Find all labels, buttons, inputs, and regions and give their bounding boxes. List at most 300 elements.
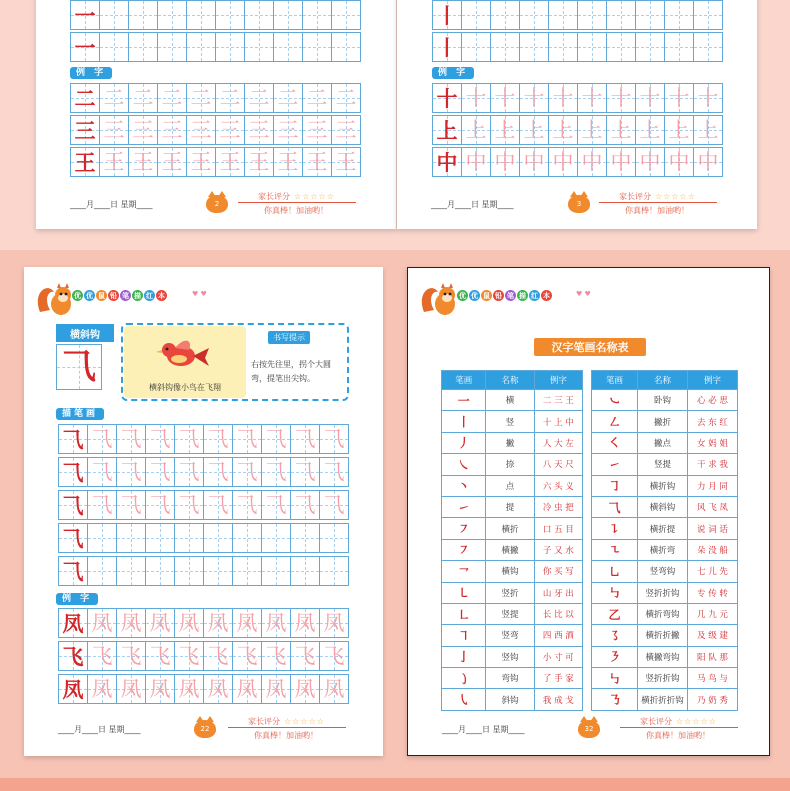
practice-cell bbox=[174, 608, 204, 638]
example-cell: 几 九 元 bbox=[687, 603, 737, 624]
table-row bbox=[592, 496, 738, 517]
practice-cell bbox=[145, 556, 175, 586]
stroke-cell: ㇟ bbox=[592, 561, 638, 582]
practice-char: 凤 bbox=[149, 676, 171, 701]
footer-date: ____月____日 星期____ bbox=[442, 725, 525, 734]
practice-cell bbox=[128, 115, 158, 145]
practice-cell bbox=[58, 674, 88, 704]
rating-underline bbox=[599, 202, 717, 203]
table-row bbox=[592, 646, 738, 667]
rating-stars-icon[interactable]: ☆☆☆☆☆ bbox=[284, 717, 325, 726]
practice-char: ⺄ bbox=[149, 459, 171, 484]
practice-char: 飞 bbox=[62, 643, 84, 669]
practice-char: ⺄ bbox=[323, 426, 345, 451]
banner-char: 铅 bbox=[495, 291, 502, 300]
practice-cell bbox=[331, 32, 361, 62]
practice-cell bbox=[635, 32, 665, 62]
banner-char: 鼠 bbox=[483, 291, 490, 300]
practice-char: ⺄ bbox=[265, 492, 287, 517]
practice-char: 上 bbox=[494, 117, 516, 142]
practice-cell bbox=[145, 457, 175, 487]
practice-char: 凤 bbox=[323, 610, 345, 635]
practice-char: 凤 bbox=[265, 676, 287, 701]
name-cell: 竖提 bbox=[637, 454, 687, 475]
practice-cell bbox=[174, 424, 204, 454]
practice-cell bbox=[693, 0, 723, 30]
name-cell: 卧钩 bbox=[637, 390, 687, 411]
practice-char: 三 bbox=[306, 117, 328, 142]
stroke-table-right bbox=[591, 370, 738, 711]
practice-char: 十 bbox=[436, 85, 458, 111]
practice-cell bbox=[461, 0, 491, 30]
banner-char: 鼠 bbox=[98, 291, 105, 300]
practice-cell bbox=[203, 556, 233, 586]
practice-cell bbox=[87, 608, 117, 638]
practice-cell bbox=[203, 674, 233, 704]
practice-cell bbox=[215, 83, 245, 113]
stroke-cell: 亅 bbox=[442, 646, 486, 667]
practice-char: 三 bbox=[277, 117, 299, 142]
name-cell: 横折钩 bbox=[637, 475, 687, 496]
stroke-table-left bbox=[441, 370, 583, 711]
example-cell: 力 月 同 bbox=[687, 475, 737, 496]
practice-cell bbox=[273, 147, 303, 177]
rating-underline bbox=[620, 727, 738, 728]
stroke-cell: ⺄ bbox=[592, 496, 638, 517]
table-row bbox=[442, 625, 583, 646]
name-cell: 竖折 bbox=[486, 582, 534, 603]
practice-cell bbox=[145, 674, 175, 704]
name-cell: 竖 bbox=[486, 411, 534, 432]
name-cell: 竖提 bbox=[486, 603, 534, 624]
stroke-cell: 丶 bbox=[442, 475, 486, 496]
practice-cell bbox=[519, 147, 549, 177]
practice-cell bbox=[203, 641, 233, 671]
practice-char: 凤 bbox=[294, 610, 316, 635]
heart-icon: ♥ ♥ bbox=[576, 290, 591, 298]
practice-cell bbox=[290, 523, 320, 553]
banner-char: 笔 bbox=[507, 291, 514, 300]
example-section-tag-2: 例 字 bbox=[70, 67, 112, 79]
table-row bbox=[592, 518, 738, 539]
practice-cell bbox=[432, 115, 462, 145]
practice-char: ⺄ bbox=[265, 426, 287, 451]
table-row bbox=[442, 475, 583, 496]
table-row bbox=[592, 582, 738, 603]
practice-cell bbox=[203, 523, 233, 553]
practice-cell bbox=[186, 115, 216, 145]
example-cell: 小 寸 可 bbox=[534, 646, 582, 667]
name-cell: 竖弯 bbox=[486, 625, 534, 646]
practice-char: ⺄ bbox=[149, 426, 171, 451]
practice-cell bbox=[548, 0, 578, 30]
practice-cell bbox=[145, 490, 175, 520]
practice-cell bbox=[693, 147, 723, 177]
practice-char: ⺄ bbox=[178, 492, 200, 517]
practice-cell bbox=[70, 83, 100, 113]
practice-cell bbox=[128, 147, 158, 177]
practice-cell bbox=[319, 490, 349, 520]
practice-char: 中 bbox=[581, 149, 603, 174]
name-cell: 撇点 bbox=[637, 432, 687, 453]
stroke-cell: ㇇ bbox=[442, 539, 486, 560]
practice-cell bbox=[232, 424, 262, 454]
practice-cell bbox=[232, 523, 262, 553]
practice-char: 三 bbox=[335, 117, 357, 142]
practice-cell bbox=[128, 32, 158, 62]
practice-char: 二 bbox=[190, 85, 212, 110]
practice-char: 三 bbox=[190, 117, 212, 142]
practice-cell bbox=[99, 32, 129, 62]
practice-char: 十 bbox=[465, 85, 487, 110]
practice-cell bbox=[203, 490, 233, 520]
practice-cell bbox=[128, 0, 158, 30]
table-title: 汉字笔画名称表 bbox=[534, 338, 646, 356]
practice-cell bbox=[302, 32, 332, 62]
practice-char: ⺄ bbox=[323, 459, 345, 484]
praise-text: 你真棒！加油哟！ bbox=[264, 206, 328, 215]
practice-char: 十 bbox=[610, 85, 632, 110]
table-row bbox=[442, 561, 583, 582]
practice-cell bbox=[519, 32, 549, 62]
practice-cell bbox=[693, 115, 723, 145]
practice-char: 三 bbox=[219, 117, 241, 142]
practice-char: 王 bbox=[277, 149, 299, 174]
practice-char: 飞 bbox=[323, 643, 345, 668]
rating-label: 家长评分 bbox=[248, 717, 280, 726]
practice-cell bbox=[261, 608, 291, 638]
practice-char: 王 bbox=[103, 149, 125, 174]
practice-char: ⺄ bbox=[62, 492, 84, 518]
banner-char: 笔 bbox=[122, 291, 129, 300]
practice-char: 王 bbox=[161, 149, 183, 174]
practice-char: 中 bbox=[436, 149, 458, 175]
practice-char: ⺄ bbox=[207, 492, 229, 517]
practice-char: 二 bbox=[219, 85, 241, 110]
practice-cell bbox=[635, 147, 665, 177]
practice-char: 凤 bbox=[62, 610, 84, 636]
practice-cell bbox=[693, 83, 723, 113]
name-cell: 竖钩 bbox=[486, 646, 534, 667]
practice-char: 凤 bbox=[323, 676, 345, 701]
practice-char: 飞 bbox=[178, 643, 200, 668]
praise-text: 你真棒！加油哟！ bbox=[646, 731, 710, 740]
practice-cell bbox=[606, 83, 636, 113]
practice-cell bbox=[174, 523, 204, 553]
rating-underline bbox=[228, 727, 346, 728]
practice-char: 凤 bbox=[236, 610, 258, 635]
practice-cell bbox=[664, 32, 694, 62]
practice-char: 三 bbox=[103, 117, 125, 142]
practice-char: 上 bbox=[639, 117, 661, 142]
practice-char: ⺄ bbox=[207, 426, 229, 451]
practice-cell bbox=[116, 523, 146, 553]
example-cell: 乃 奶 秀 bbox=[687, 689, 737, 710]
practice-char: 王 bbox=[132, 149, 154, 174]
table-row bbox=[442, 390, 583, 411]
table-header-cell: 例字 bbox=[534, 371, 582, 390]
practice-char: ⺄ bbox=[120, 492, 142, 517]
practice-cell bbox=[490, 83, 520, 113]
practice-char: ⺄ bbox=[294, 459, 316, 484]
practice-cell bbox=[490, 147, 520, 177]
practice-cell bbox=[635, 0, 665, 30]
practice-cell bbox=[157, 32, 187, 62]
practice-cell bbox=[273, 0, 303, 30]
practice-char: 飞 bbox=[265, 643, 287, 668]
banner-char: 描 bbox=[519, 291, 526, 300]
practice-cell bbox=[145, 641, 175, 671]
praise-text: 你真棒！加油哟！ bbox=[625, 206, 689, 215]
parent-rating bbox=[248, 716, 325, 727]
banner-char: 本 bbox=[543, 291, 550, 300]
practice-char: 中 bbox=[639, 149, 661, 174]
practice-cell bbox=[261, 641, 291, 671]
practice-cell bbox=[215, 32, 245, 62]
practice-cell bbox=[174, 674, 204, 704]
practice-cell bbox=[157, 147, 187, 177]
practice-char: 三 bbox=[132, 117, 154, 142]
practice-cell bbox=[58, 641, 88, 671]
practice-char: ⺄ bbox=[62, 525, 84, 551]
stroke-name-label: 横斜钩 bbox=[56, 324, 114, 342]
practice-cell bbox=[87, 674, 117, 704]
practice-cell bbox=[577, 0, 607, 30]
page-number-badge: 32 bbox=[578, 720, 600, 738]
rating-stars-icon[interactable]: ☆☆☆☆☆ bbox=[676, 717, 717, 726]
practice-char: 二 bbox=[161, 85, 183, 110]
practice-cell bbox=[319, 424, 349, 454]
table-row bbox=[442, 518, 583, 539]
practice-char: ⺄ bbox=[62, 426, 84, 452]
practice-cell bbox=[232, 556, 262, 586]
table-header-cell: 笔画 bbox=[442, 371, 486, 390]
practice-cell bbox=[99, 147, 129, 177]
name-cell: 横钩 bbox=[486, 561, 534, 582]
practice-cell bbox=[215, 147, 245, 177]
practice-cell bbox=[319, 556, 349, 586]
practice-char: ⺄ bbox=[120, 426, 142, 451]
practice-cell bbox=[174, 641, 204, 671]
practice-char: 三 bbox=[161, 117, 183, 142]
example-cell: 阳 队 那 bbox=[687, 646, 737, 667]
example-cell: 七 儿 先 bbox=[687, 561, 737, 582]
stroke-cell: ㇄ bbox=[442, 582, 486, 603]
practice-cell bbox=[577, 147, 607, 177]
series-banner bbox=[72, 290, 167, 301]
practice-char: 凤 bbox=[265, 610, 287, 635]
example-cell: 干 求 我 bbox=[687, 454, 737, 475]
practice-char: ⺄ bbox=[236, 492, 258, 517]
practice-cell bbox=[58, 523, 88, 553]
practice-cell bbox=[116, 641, 146, 671]
practice-cell bbox=[432, 83, 462, 113]
practice-char: 一 bbox=[74, 34, 96, 60]
practice-cell bbox=[174, 490, 204, 520]
banner-char: 铅 bbox=[110, 291, 117, 300]
stroke-cell: ㇕ bbox=[442, 625, 486, 646]
table-row bbox=[592, 625, 738, 646]
practice-cell bbox=[490, 115, 520, 145]
practice-cell bbox=[290, 641, 320, 671]
practice-char: 飞 bbox=[120, 643, 142, 668]
practice-cell bbox=[548, 83, 578, 113]
table-row bbox=[442, 646, 583, 667]
rating-label: 家长评分 bbox=[619, 192, 651, 201]
name-cell: 弯钩 bbox=[486, 668, 534, 689]
banner-char: 红 bbox=[531, 291, 538, 300]
practice-cell bbox=[331, 0, 361, 30]
stroke-cell: ㇋ bbox=[592, 646, 638, 667]
example-cell: 六 头 义 bbox=[534, 475, 582, 496]
practice-cell bbox=[116, 424, 146, 454]
practice-cell bbox=[58, 424, 88, 454]
practice-cell bbox=[186, 32, 216, 62]
stroke-cell: ㇏ bbox=[442, 454, 486, 475]
practice-cell bbox=[664, 147, 694, 177]
practice-char: 二 bbox=[306, 85, 328, 110]
practice-cell bbox=[87, 641, 117, 671]
practice-char: ⺄ bbox=[294, 426, 316, 451]
practice-cell bbox=[461, 147, 491, 177]
practice-cell bbox=[232, 641, 262, 671]
practice-cell bbox=[203, 424, 233, 454]
practice-char: ⺄ bbox=[91, 426, 113, 451]
practice-cell bbox=[331, 83, 361, 113]
example-cell: 口 五 目 bbox=[534, 518, 582, 539]
practice-cell bbox=[186, 147, 216, 177]
practice-cell bbox=[290, 556, 320, 586]
practice-cell bbox=[186, 83, 216, 113]
example-cell: 二 三 王 bbox=[534, 390, 582, 411]
stroke-model-cell: ⺄ bbox=[56, 344, 102, 390]
practice-char: 十 bbox=[581, 85, 603, 110]
practice-char: 凤 bbox=[91, 676, 113, 701]
practice-char: 三 bbox=[248, 117, 270, 142]
practice-cell bbox=[186, 0, 216, 30]
table-row bbox=[592, 603, 738, 624]
practice-cell bbox=[319, 674, 349, 704]
practice-cell bbox=[261, 523, 291, 553]
practice-cell bbox=[490, 0, 520, 30]
practice-cell bbox=[331, 115, 361, 145]
rating-stars-icon[interactable]: ☆☆☆☆☆ bbox=[294, 192, 335, 201]
practice-cell bbox=[432, 147, 462, 177]
practice-cell bbox=[290, 457, 320, 487]
table-row bbox=[592, 454, 738, 475]
practice-cell bbox=[157, 83, 187, 113]
practice-char: 凤 bbox=[120, 610, 142, 635]
practice-char: 十 bbox=[697, 85, 719, 110]
practice-cell bbox=[261, 556, 291, 586]
practice-char: 中 bbox=[610, 149, 632, 174]
practice-char: ⺄ bbox=[207, 459, 229, 484]
practice-char: 十 bbox=[523, 85, 545, 110]
practice-char: 凤 bbox=[236, 676, 258, 701]
stroke-cell: ㇉ bbox=[592, 668, 638, 689]
banner-char: 优 bbox=[459, 291, 466, 300]
practice-cell bbox=[319, 523, 349, 553]
practice-char: 凤 bbox=[178, 610, 200, 635]
practice-char: 十 bbox=[639, 85, 661, 110]
name-cell: 横折提 bbox=[637, 518, 687, 539]
practice-cell bbox=[215, 115, 245, 145]
practice-char: 二 bbox=[277, 85, 299, 110]
practice-char: ⺄ bbox=[265, 459, 287, 484]
tip-text: 右按先往里，拐个大圆弯，提笔出尖钩。 bbox=[251, 360, 331, 383]
practice-char: ⺄ bbox=[149, 492, 171, 517]
practice-char: 凤 bbox=[207, 676, 229, 701]
practice-cell bbox=[87, 424, 117, 454]
table-row bbox=[592, 411, 738, 432]
practice-cell bbox=[87, 490, 117, 520]
rating-underline bbox=[238, 202, 356, 203]
banner-char: 红 bbox=[146, 291, 153, 300]
practice-char: 丨 bbox=[436, 2, 458, 28]
table-row bbox=[442, 603, 583, 624]
practice-char: 王 bbox=[306, 149, 328, 174]
footer-date: ____月____日 星期____ bbox=[58, 725, 141, 734]
practice-cell bbox=[99, 83, 129, 113]
practice-cell bbox=[128, 83, 158, 113]
practice-cell bbox=[664, 83, 694, 113]
practice-cell bbox=[145, 608, 175, 638]
practice-char: 中 bbox=[552, 149, 574, 174]
stroke-cell: ㇊ bbox=[592, 518, 638, 539]
practice-cell bbox=[116, 490, 146, 520]
practice-cell bbox=[635, 115, 665, 145]
rating-stars-icon[interactable]: ☆☆☆☆☆ bbox=[655, 192, 696, 201]
page-number-badge: 2 bbox=[206, 195, 228, 213]
practice-cell bbox=[548, 115, 578, 145]
practice-char: ⺄ bbox=[236, 459, 258, 484]
rating-label: 家长评分 bbox=[258, 192, 290, 201]
practice-char: 上 bbox=[465, 117, 487, 142]
practice-char: ⺄ bbox=[178, 459, 200, 484]
practice-cell bbox=[577, 115, 607, 145]
practice-cell bbox=[577, 32, 607, 62]
practice-char: 上 bbox=[552, 117, 574, 142]
footer-date: ____月____日 星期____ bbox=[70, 200, 153, 209]
page-number-badge: 3 bbox=[568, 195, 590, 213]
example-cell: 人 大 左 bbox=[534, 432, 582, 453]
table-header-row bbox=[592, 371, 738, 390]
practice-char: 二 bbox=[132, 85, 154, 110]
practice-char: 二 bbox=[335, 85, 357, 110]
practice-char: ⺄ bbox=[62, 558, 84, 584]
name-cell: 横撇弯钩 bbox=[637, 646, 687, 667]
example-cell: 冷 虫 把 bbox=[534, 496, 582, 517]
practice-cell bbox=[174, 457, 204, 487]
practice-char: ⺄ bbox=[323, 492, 345, 517]
practice-cell bbox=[244, 0, 274, 30]
practice-cell bbox=[519, 83, 549, 113]
table-row bbox=[592, 390, 738, 411]
example-cell: 朵 没 船 bbox=[687, 539, 737, 560]
practice-cell bbox=[87, 457, 117, 487]
squirrel-mascot-icon bbox=[36, 282, 76, 322]
practice-char: ⺄ bbox=[62, 459, 84, 485]
example-cell: 女 妈 姐 bbox=[687, 432, 737, 453]
practice-char: 王 bbox=[190, 149, 212, 174]
table-header-cell: 名称 bbox=[486, 371, 534, 390]
practice-char: 上 bbox=[523, 117, 545, 142]
practice-char: 凤 bbox=[91, 610, 113, 635]
example-cell: 了 手 家 bbox=[534, 668, 582, 689]
practice-cell bbox=[490, 32, 520, 62]
practice-cell bbox=[215, 0, 245, 30]
example-cell: 十 上 中 bbox=[534, 411, 582, 432]
